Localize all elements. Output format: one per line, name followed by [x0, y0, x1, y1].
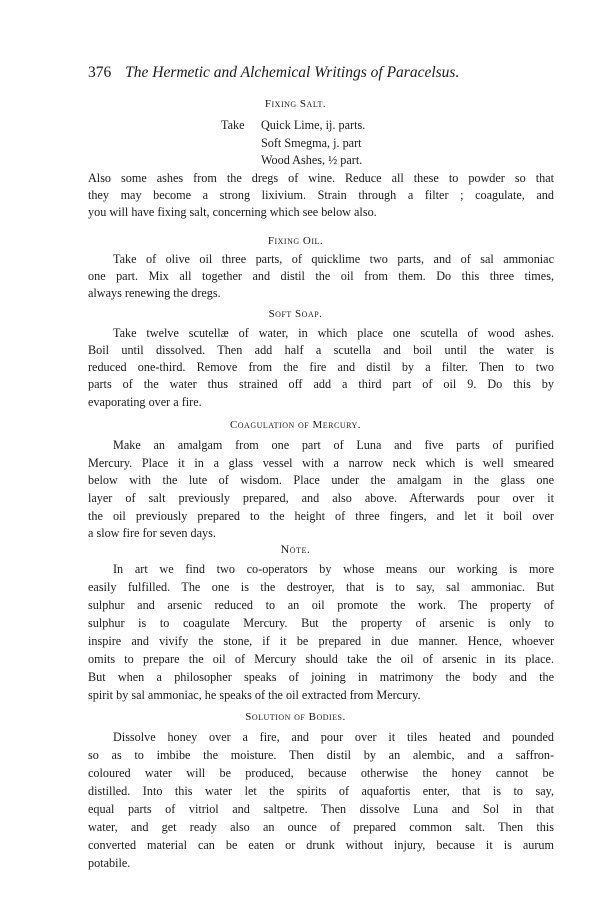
section-heading-fixing-salt: Fixing Salt. — [264, 98, 327, 110]
paragraph-line: below with the lute of wisdom. Place under the amalgam in the glass one — [88, 473, 554, 487]
recipe-item: Quick Lime, ij. parts. — [261, 118, 366, 132]
paragraph-line: always renewing the dregs. — [88, 286, 221, 300]
paragraph-line: water, and get ready also an ounce of prepared common salt. Then this — [88, 820, 554, 834]
paragraph-line: In art we find two co-operators by whose means our working is more — [113, 562, 554, 576]
paragraph-line: Mercury. Place it in a glass vessel with a narrow neck which is well smeared — [88, 456, 554, 470]
running-header — [88, 64, 528, 82]
paragraph-line: omits to prepare the oil of Mercury should take the oil of arsenic in its place. — [88, 652, 554, 666]
paragraph-line: a slow fire for seven days. — [88, 526, 216, 540]
paragraph-line: Dissolve honey over a fire, and pour over it tiles heated and pounded — [113, 730, 554, 744]
paragraph-line: layer of salt previously prepared, and also above. Afterwards pour over it — [88, 491, 554, 505]
paragraph-line: sulphur is to coagulate Mercury. But the property of arsenic is only to — [88, 616, 554, 630]
paragraph-line: spirit by sal ammoniac, he speaks of the oil extracted from Mercury. — [88, 688, 421, 702]
recipe-item: Soft Smegma, j. part — [261, 136, 362, 150]
paragraph-line: Make an amalgam from one part of Luna and five parts of purified — [113, 438, 554, 452]
paragraph-line: they may become a strong lixivium. Strain through a filter ; coagulate, and — [88, 188, 554, 202]
paragraph-line: easily fulfilled. The one is the destroyer, that is to say, sal ammoniac. But — [88, 580, 554, 594]
paragraph-line: But when a philosopher speaks of joining in matrimony the body and the — [88, 670, 554, 684]
paragraph-line: one part. Mix all together and distil the oil from them. Do this three times, — [88, 269, 554, 283]
paragraph-line: Also some ashes from the dregs of wine. Reduce all these to powder so that — [88, 171, 554, 185]
section-heading-fixing-oil: Fixing Oil. — [267, 235, 324, 247]
paragraph-line: potabile. — [88, 856, 131, 870]
paragraph-line: you will have fixing salt, concerning which see below also. — [88, 205, 377, 219]
recipe-item: Wood Ashes, ½ part. — [261, 153, 363, 167]
recipe-take-word: Take — [221, 118, 245, 132]
section-heading-coagulation: Coagulation of Mercury. — [229, 419, 362, 431]
paragraph-line: Take of olive oil three parts, of quicklime two parts, and of sal ammoniac — [113, 252, 554, 266]
paragraph-line: the oil previously prepared to the height of three fingers, and let it boil over — [88, 509, 554, 523]
running-title: The Hermetic and Alchemical Writings of Paracelsus. — [125, 64, 460, 81]
paragraph-line: so as to imbibe the moisture. Then distil by an alembic, and a saffron- — [88, 748, 554, 762]
section-heading-soft-soap: Soft Soap. — [268, 308, 323, 320]
paragraph-line: Take twelve scutellæ of water, in which place one scutella of wood ashes. — [113, 326, 554, 340]
paragraph-line: equal parts of vitriol and saltpetre. Then dissolve Luna and Sol in that — [88, 802, 554, 816]
paragraph-line: distilled. Into this water let the spirits of aquafortis enter, that is to say, — [88, 784, 554, 798]
paragraph-line: reduced one-third. Remove from the fire and distil by a filter. Then to two — [88, 360, 554, 374]
paragraph-line: sulphur and arsenic reduced to an oil promote the work. The property of — [88, 598, 554, 612]
section-heading-solution: Solution of Bodies. — [245, 711, 346, 723]
paragraph-line: Boil until dissolved. Then add half a scutella and boil until the water is — [88, 343, 554, 357]
paragraph-line: parts of the water thus strained off add a third part of oil 9. Do this by — [88, 377, 554, 391]
paragraph-line: coloured water will be produced, because otherwise the honey cannot be — [88, 766, 554, 780]
page-number: 376 — [88, 64, 112, 81]
paragraph-line: inspire and vivify the stone, if it be prepared in due manner. Hence, whoever — [88, 634, 554, 648]
section-heading-note: Note. — [280, 542, 311, 556]
paragraph-line: converted material can be eaten or drunk without injury, because it is aurum — [88, 838, 554, 852]
paragraph-line: evaporating over a fire. — [88, 395, 202, 409]
